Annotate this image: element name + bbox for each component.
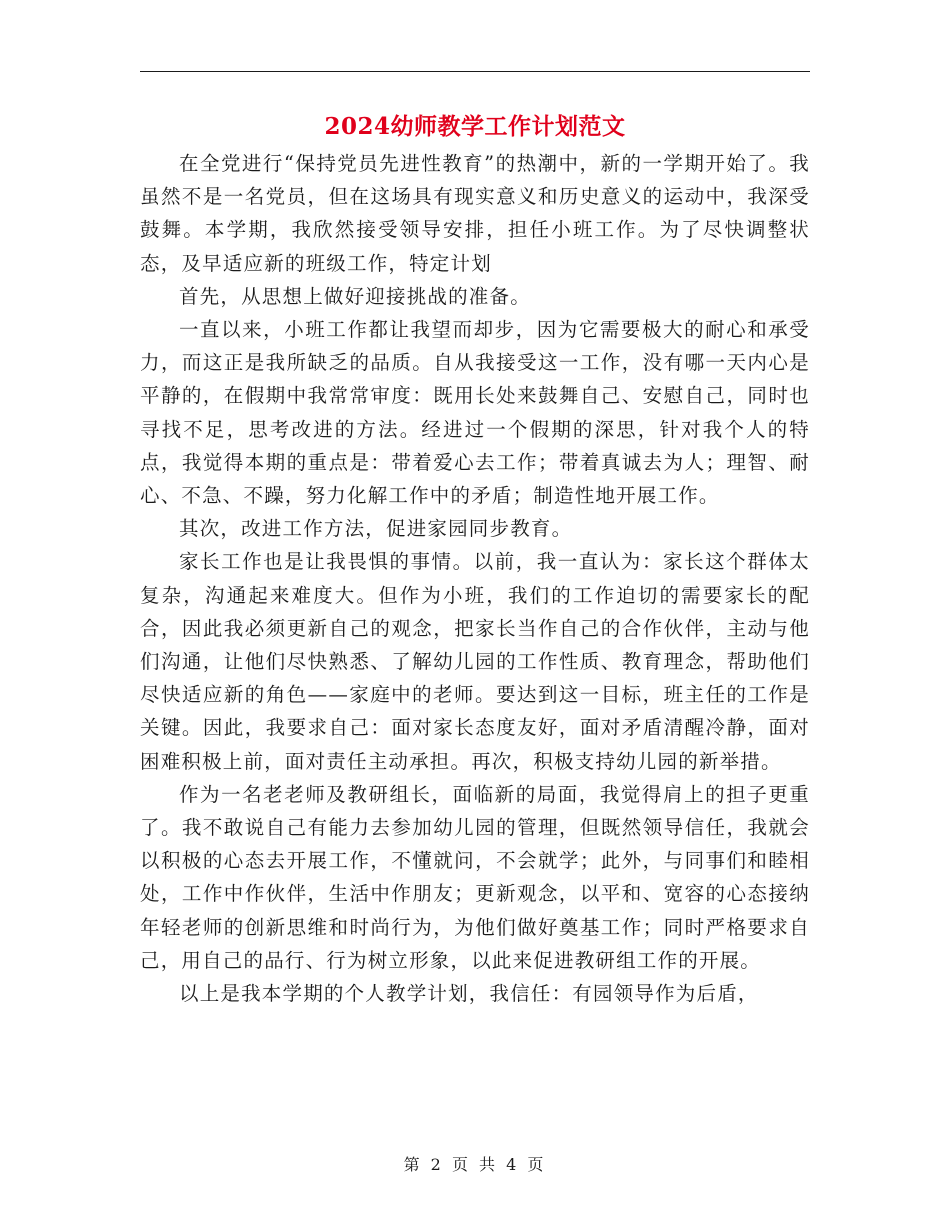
paragraph: 以上是我本学期的个人教学计划，我信任：有园领导作为后盾， — [179, 982, 759, 1006]
paragraph: 作为一名老老师及教研组长，面临新的局面，我觉得肩上的担子更重了。我不敢说自己有能力去参加幼儿园的管理，但既然领导信任，我就会以积极的心态去开展工作，不懂就问，不会就学；此外，与同事们和睦相处，工作中作伙伴，生活中作朋友；更新观念，以平和、宽容的心态接纳年轻老师的创新思维和时尚行为，为他们做好奠基工作；同时严格要求自己，用自己的品行、行为树立形象，以此来促进教研组工作的开展。 — [140, 782, 810, 972]
document-body — [140, 147, 810, 1010]
paragraph: 一直以来，小班工作都让我望而却步，因为它需要极大的耐心和承受力，而这正是我所缺乏的品质。自从我接受这一工作，没有哪一天内心是平静的，在假期中我常常审度：既用长处来鼓舞自己、安慰自己，同时也寻找不足，思考改进的方法。经进过一个假期的深思，针对我个人的特点，我觉得本期的重点是：带着爱心去工作；带着真诚去为人；理智、耐心、不急、不躁，努力化解工作中的矛盾；制造性地开展工作。 — [140, 318, 810, 508]
page-number: 第 2 页 共 4 页 — [403, 1155, 547, 1174]
document-title: 2024幼师教学工作计划范文 — [324, 113, 626, 140]
paragraph: 在全党进行“保持党员先进性教育”的热潮中，新的一学期开始了。我虽然不是一名党员，但在这场具有现实意义和历史意义的运动中，我深受鼓舞。本学期，我欣然接受领导安排，担任小班工作。为了尽快调整状态，及早适应新的班级工作，特定计划 — [140, 152, 810, 275]
paragraph: 其次，改进工作方法，促进家园同步教育。 — [179, 517, 573, 541]
paragraph: 首先，从思想上做好迎接挑战的准备。 — [179, 284, 531, 308]
paragraph: 家长工作也是让我畏惧的事情。以前，我一直认为：家长这个群体太复杂，沟通起来难度大。但作为小班，我们的工作迫切的需要家长的配合，因此我必须更新自己的观念，把家长当作自己的合作伙伴，主动与他们沟通，让他们尽快熟悉、了解幼儿园的工作性质、教育理念，帮助他们尽快适应新的角色——家庭中的老师。要达到这一目标，班主任的工作是关键。因此，我要求自己：面对家长态度友好，面对矛盾清醒冷静，面对困难积极上前，面对责任主动承担。再次，积极支持幼儿园的新举措。 — [140, 550, 810, 773]
header-rule — [140, 71, 810, 72]
